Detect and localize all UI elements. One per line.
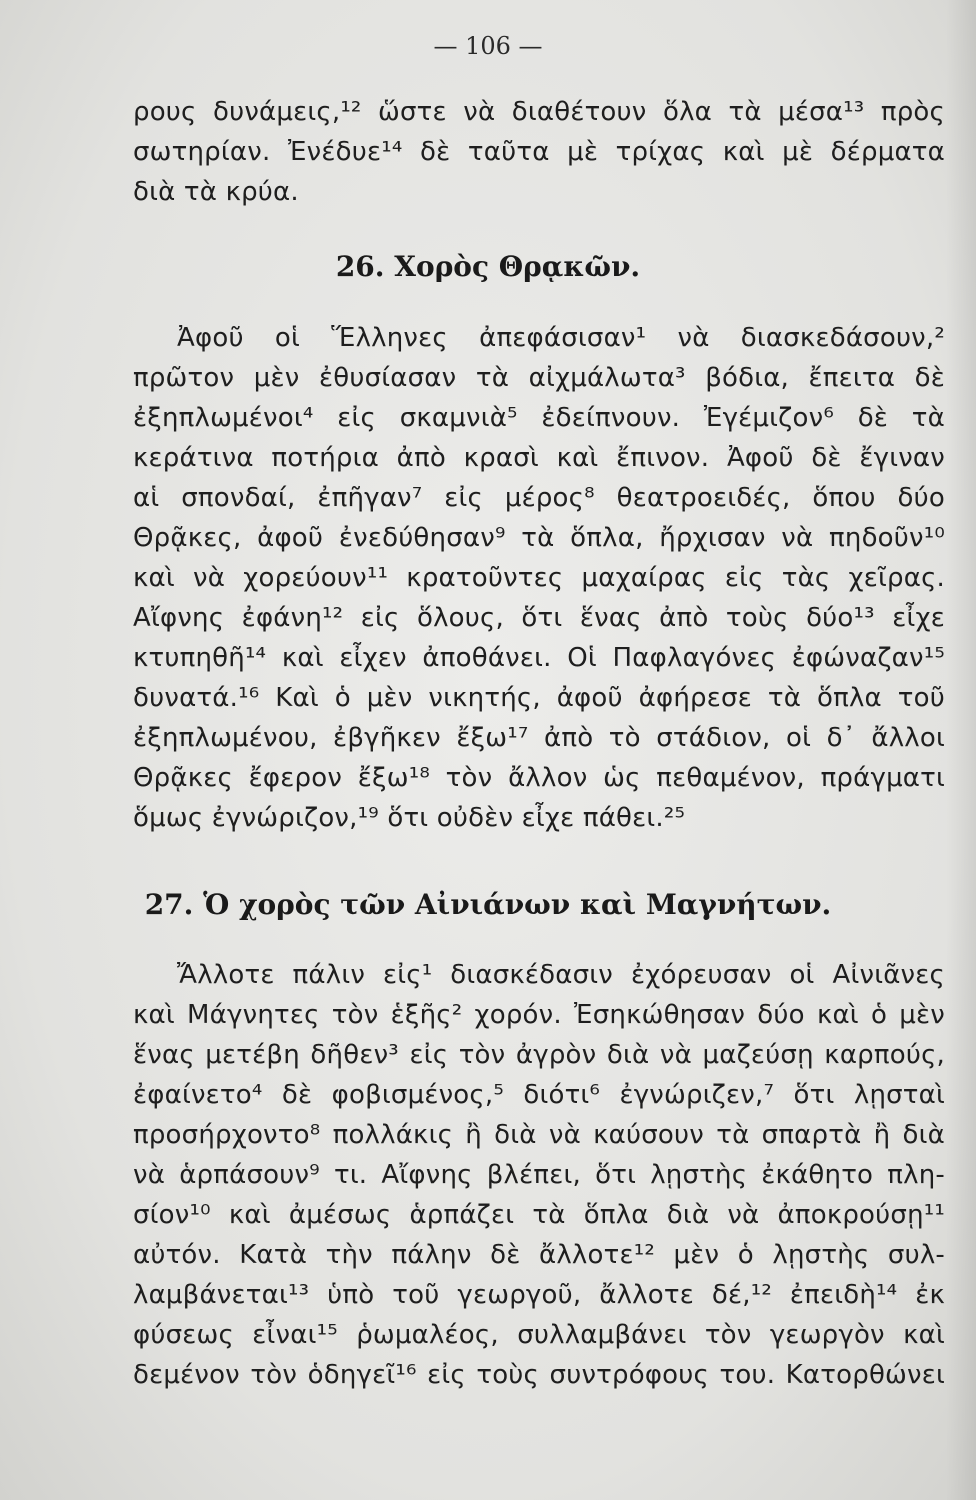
text-line: Αἴφνης ἐφάνη¹² εἰς ὅλους, ὅτι ἕνας ἀπὸ τοὺς δύο¹³ εἶχε (133, 603, 945, 633)
text-line: ὅμως ἐγνώριζον,¹⁹ ὅτι οὐδὲν εἶχε πάθει.²⁵ (133, 803, 686, 833)
text-line: νὰ ἁρπάσουν⁹ τι. Αἴφνης βλέπει, ὅτι λῃστὴς ἐκάθητο πλη- (133, 1160, 945, 1190)
text-line: δεμένον τὸν ὁδηγεῖ¹⁶ εἰς τοὺς συντρόφους του. Κατορθώνει (133, 1360, 945, 1390)
text-line: ἐξηπλωμένοι⁴ εἰς σκαμνιὰ⁵ ἐδείπνουν. Ἐγέμιζον⁶ δὲ τὰ (133, 403, 945, 433)
text-line: Ἀφοῦ οἱ Ἕλληνες ἀπεφάσισαν¹ νὰ διασκεδάσουν,² (177, 323, 945, 353)
text-line: ἐξηπλωμένου, ἐβγῆκεν ἔξω¹⁷ ἀπὸ τὸ στάδιον, οἱ δ᾽ ἄλλοι (133, 723, 945, 753)
section-heading-26: 26. Χορὸς Θρᾳκῶν. (335, 250, 641, 283)
text-line: πρῶτον μὲν ἐθυσίασαν τὰ αἰχμάλωτα³ βόδια, ἔπειτα δὲ (133, 363, 945, 393)
text-line: Θρᾷκες, ἀφοῦ ἐνεδύθησαν⁹ τὰ ὅπλα, ἤρχισαν νὰ πηδοῦν¹⁰ (133, 523, 945, 553)
text-line: φύσεως εἶναι¹⁵ ῥωμαλέος, συλλαμβάνει τὸν γεωργὸν καὶ (133, 1320, 945, 1350)
text-line: Ἄλλοτε πάλιν εἰς¹ διασκέδασιν ἐχόρευσαν οἱ Αἰνιᾶνες (177, 960, 945, 990)
text-line: κτυπηθῆ¹⁴ καὶ εἶχεν ἀποθάνει. Οἱ Παφλαγόνες ἐφώναζαν¹⁵ (133, 643, 945, 673)
text-line: κεράτινα ποτήρια ἀπὸ κρασὶ καὶ ἔπινον. Ἀφοῦ δὲ ἔγιναν (133, 443, 945, 473)
text-line: ἐφαίνετο⁴ δὲ φοβισμένος,⁵ διότι⁶ ἐγνώριζεν,⁷ ὅτι λῃσταὶ (133, 1080, 945, 1110)
text-line: ἕνας μετέβη δῆθεν³ εἰς τὸν ἀγρὸν διὰ νὰ μαζεύσῃ καρπούς, (133, 1040, 945, 1070)
text-line: καὶ Μάγνητες τὸν ἑξῆς² χορόν. Ἐσηκώθησαν δύο καὶ ὁ μὲν (133, 1000, 945, 1030)
text-line: ρους δυνάμεις,¹² ὥστε νὰ διαθέτουν ὅλα τὰ μέσα¹³ πρὸς (133, 97, 945, 127)
page-edge-shadow (946, 0, 976, 1500)
text-line: καὶ νὰ χορεύουν¹¹ κρατοῦντες μαχαίρας εἰς τὰς χεῖρας. (133, 563, 945, 593)
text-line: διὰ τὰ κρύα. (133, 177, 299, 207)
text-line: αὐτόν. Κατὰ τὴν πάλην δὲ ἄλλοτε¹² μὲν ὁ λῃστὴς συλ- (133, 1240, 945, 1270)
text-line: σίον¹⁰ καὶ ἀμέσως ἁρπάζει τὰ ὅπλα διὰ νὰ ἀποκρούσῃ¹¹ (133, 1200, 945, 1230)
text-line: λαμβάνεται¹³ ὑπὸ τοῦ γεωργοῦ, ἄλλοτε δέ,¹² ἐπειδὴ¹⁴ ἐκ (133, 1280, 945, 1310)
paragraph-section-27 (133, 955, 945, 1395)
text-line: αἱ σπονδαί, ἐπῆγαν⁷ εἰς μέρος⁸ θεατροειδές, ὅπου δύο (133, 483, 945, 513)
paragraph-section-26 (133, 318, 945, 838)
text-line: δυνατά.¹⁶ Καὶ ὁ μὲν νικητής, ἀφοῦ ἀφήρεσε τὰ ὅπλα τοῦ (133, 683, 945, 713)
section-heading-27: 27. Ὁ χορὸς τῶν Αἰνιάνων καὶ Μαγνήτων. (144, 888, 832, 921)
page-number: — 106 — (433, 32, 543, 60)
text-line: Θρᾷκες ἔφερον ἔξω¹⁸ τὸν ἄλλον ὡς πεθαμένον, πράγματι (133, 763, 945, 793)
paragraph-continuation (133, 92, 945, 212)
text-line: σωτηρίαν. Ἐνέδυε¹⁴ δὲ ταῦτα μὲ τρίχας καὶ μὲ δέρματα (133, 137, 945, 167)
text-line: προσήρχοντο⁸ πολλάκις ἢ διὰ νὰ καύσουν τὰ σπαρτὰ ἢ διὰ (133, 1120, 945, 1150)
